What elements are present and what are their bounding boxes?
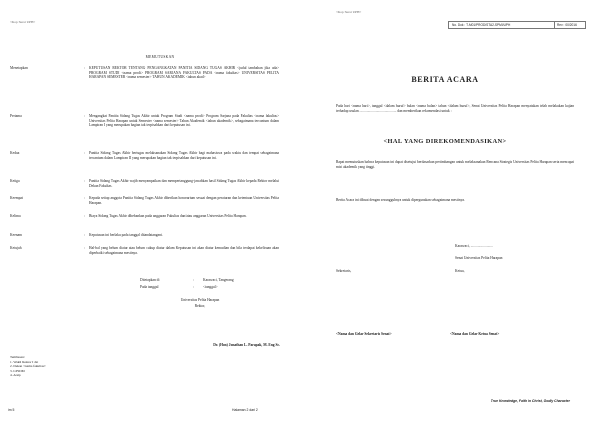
sign-place-value: Karawaci, Tangerang bbox=[203, 278, 234, 282]
sign-place-date: Karawaci, ......................... bbox=[455, 244, 494, 248]
row-colon: : bbox=[84, 233, 85, 237]
closing-paragraph: Berita Acara ini dibuat dengan sesungguhnya untuk dipergunakan sebagaimana mestinya. bbox=[336, 198, 465, 202]
sign-date-colon: : bbox=[193, 285, 194, 289]
row-label: Ketujuh bbox=[10, 246, 22, 250]
tembusan-item: 2. Dekan <nama fakultas> bbox=[10, 364, 46, 369]
decision-paragraph: Rapat memutuskan bahwa keputusan ini dapat disetujui berdasarkan pertimbangan untuk melaksanakan Rencana Strategis Universitas Pelita Harapan serta mencapai misi akademik yang tinggi. bbox=[336, 160, 574, 169]
row-colon: : bbox=[84, 151, 85, 155]
row-colon: : bbox=[84, 246, 85, 250]
university-motto: True Knowledge, Faith in Christ, Godly Character bbox=[490, 399, 570, 403]
senate-institution: Senat Universitas Pelita Harapan bbox=[455, 256, 503, 260]
row-text: Mengangkat Panitia Sidang Tugas Akhir untuk Program Studi <nama prodi> Program Sarjana pada Fakultas <nama fakultas> Universitas Pelita Harapan untuk Semester <nama semester> Tahun Akademik <tahun akademik>, sebagaimana tercantum dalam Lampiran I yang merupakan bagian tak terpisahkan dari keputusan ini. bbox=[89, 114, 279, 128]
row-colon: : bbox=[84, 66, 85, 70]
doc-box-divider bbox=[554, 22, 555, 28]
row-text: Panitia Sidang Tugas Akhir bertugas melaksanakan Sidang Tugas Akhir bagi mahasiswa pada waktu dan tempat sebagaimana tercantum dalam Lampiran II yang merupakan bagian tak terpisahkan dari keputusan ini. bbox=[89, 151, 279, 160]
row-text: Panitia Sidang Tugas Akhir wajib menyampaikan dan mempertanggung-jawabkan hasil Sidang Tugas Akhir kepada Rektor melalui Dekan Fakultas. bbox=[89, 179, 279, 188]
row-text: KEPUTUSAN REKTOR TENTANG PENGANGKATAN PANITIA SIDANG TUGAS AKHIR <judul tambahan jika ada> PROGRAM STUDI <nama prodi> PROGRAM SARJANA FAKULTAS PADA <nama fakultas> UNIVERSITAS PELITA HARAPAN SEMESTER <nama semester> TAHUN AKADEMIK <tahun akad> bbox=[89, 66, 279, 80]
row-text: Biaya Sidang Tugas Akhir dibebankan pada anggaran Fakultas dan/atau anggaran Universitas Pelita Harapan. bbox=[89, 214, 247, 218]
right-kop: <Kop Surat UPH> bbox=[336, 10, 362, 14]
berita-acara-title: BERITA ACARA bbox=[411, 75, 479, 84]
row-text: Kepada setiap anggota Panitia Sidang Tugas Akhir diberikan honorarium sesuai dengan peraturan dan ketentuan Universitas Pelita Harapan. bbox=[89, 196, 279, 205]
tembusan-item: 3. LPSDM bbox=[10, 368, 25, 373]
row-colon: : bbox=[84, 179, 85, 183]
chair-label: Ketua, bbox=[455, 269, 465, 273]
decision-heading: MEMUTUSKAN bbox=[145, 55, 175, 59]
row-colon: : bbox=[84, 214, 85, 218]
tembusan-item: 1. Wakil Rektor I dst bbox=[10, 360, 39, 364]
row-text: Keputusan ini berlaku pada tanggal ditandatangani. bbox=[89, 233, 163, 237]
tembusan-title: Tembusan: bbox=[10, 355, 25, 359]
doc-revision: Rev : 00/2016 bbox=[557, 23, 577, 27]
document-number-box bbox=[448, 21, 586, 29]
page-number: Halaman 2 dari 2 bbox=[232, 408, 258, 412]
intro-paragraph: Pada hari <nama hari>, tanggal <dalam huruf> bulan <nama bulan> tahun <dalam huruf>, Senat Universitas Pelita Harapan menyatakan telah melakukan kajian terhadap usulan ......................................... dan memberikan rekomendasi untuk : bbox=[336, 104, 574, 113]
row-label: Kelima bbox=[10, 214, 21, 218]
row-text: Hal-hal yang belum diatur atau belum cukup diatur dalam Keputusan ini akan diatur kemudian dan bila terdapat kekeliruan akan diperbaiki sebagaimana mestinya. bbox=[89, 246, 279, 255]
row-label: Menetapkan bbox=[10, 66, 28, 70]
chair-name: <Nama dan Gelar Ketua Senat> bbox=[450, 332, 500, 336]
sign-date-value: <tanggal> bbox=[203, 285, 218, 289]
secretary-name: <Nama dan Gelar Sekretaris Senat> bbox=[336, 332, 392, 336]
sign-institution: Universitas Pelita Harapan bbox=[180, 298, 220, 302]
doc-number: No. Dok : T-M01/PROD/STA2-SPMI/UPH bbox=[452, 23, 511, 27]
row-label: Keempat bbox=[10, 196, 23, 200]
secretary-label: Sekretaris, bbox=[336, 269, 352, 273]
left-page bbox=[10, 0, 300, 424]
row-label: Keenam bbox=[10, 233, 22, 237]
row-colon: : bbox=[84, 196, 85, 200]
sign-position: Rektor, bbox=[194, 304, 206, 308]
sign-place-label: Ditetapkan di bbox=[140, 278, 160, 282]
left-kop: <Kop Surat UPH> bbox=[10, 20, 36, 24]
rector-name: Dr. (Hon) Jonathan L. Parapak, M. Eng Sc. bbox=[213, 343, 280, 347]
tembusan-item: 4. Arsip bbox=[10, 372, 21, 377]
sign-date-label: Pada tanggal bbox=[140, 285, 159, 289]
row-colon: : bbox=[84, 114, 85, 118]
recommendation-subtitle: <HAL YANG DIREKOMENDASIKAN> bbox=[383, 138, 507, 145]
row-label: Ketiga bbox=[10, 179, 20, 183]
sign-place-colon: : bbox=[193, 278, 194, 282]
footer-left-label: im 5 bbox=[8, 408, 15, 412]
row-label: Kedua bbox=[10, 151, 20, 155]
row-label: Pertama bbox=[10, 114, 22, 118]
